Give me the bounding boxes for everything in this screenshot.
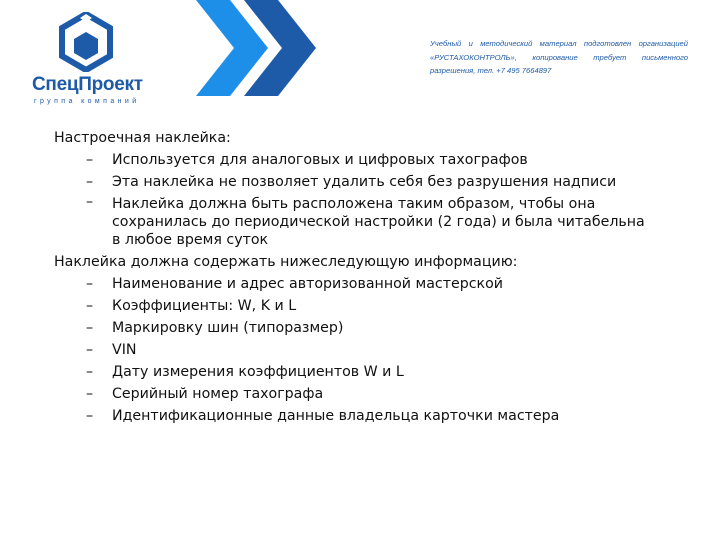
bullet-dash: – xyxy=(86,298,94,314)
section-heading-calibration-label: Настроечная наклейка: xyxy=(54,130,231,146)
logo-subtitle: группа компаний xyxy=(34,98,140,105)
list-item: – Эта наклейка не позволяет удалить себя без разрушения надписи xyxy=(54,171,654,193)
slide-body xyxy=(54,127,654,427)
section-heading-required-info: Наклейка должна содержать нижеследующую информацию: xyxy=(54,254,518,270)
company-logo xyxy=(30,12,143,112)
bullet-dash: – xyxy=(86,276,94,292)
bullet-dash: – xyxy=(86,174,94,190)
bullet-dash: – xyxy=(86,152,94,168)
list-item: – VIN xyxy=(54,339,654,361)
bullet-dash: – xyxy=(86,408,94,424)
copyright-notice: Учебный и методический материал подготовлен организацией «РУСТАХОКОНТРОЛЬ», копирование требует письменного разрешения, тел. +7 495 7664897 xyxy=(430,39,688,75)
required-info-list xyxy=(54,273,654,427)
list-item: – Используется для аналоговых и цифровых тахографов xyxy=(54,149,654,171)
list-item: – Наименование и адрес авторизованной мастерской xyxy=(54,273,654,295)
bullet-dash: – xyxy=(86,194,94,210)
logo-hexagon-icon xyxy=(58,12,114,72)
calibration-label-list xyxy=(54,149,654,251)
list-item: – Маркировку шин (типоразмер) xyxy=(54,317,654,339)
list-item: – Идентификационные данные владельца карточки мастера xyxy=(54,405,654,427)
bullet-dash: – xyxy=(86,386,94,402)
list-item: – Наклейка должна быть расположена таким образом, чтобы она сохранилась до периодической настройки (2 года) и была читабельна в любое время суток xyxy=(86,194,645,248)
bullet-dash: – xyxy=(86,342,94,358)
logo-name: СпецПроект xyxy=(32,74,143,95)
bullet-dash: – xyxy=(86,364,94,380)
bullet-dash: – xyxy=(86,320,94,336)
chevron-arrows-graphic xyxy=(196,0,396,96)
list-item: – Дату измерения коэффициентов W и L xyxy=(54,361,654,383)
list-item: – Серийный номер тахографа xyxy=(54,383,654,405)
list-item: – Коэффициенты: W, K и L xyxy=(54,295,654,317)
